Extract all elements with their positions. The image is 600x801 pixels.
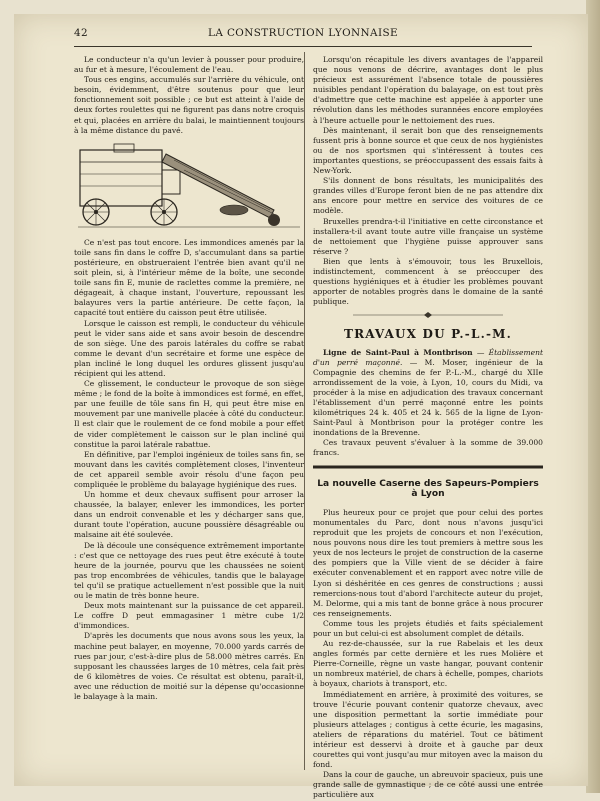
paragraph: En définitive, par l'emploi ingénieux de toiles sans fin, se mouvant dans les cavités complètement closes, l'inventeur de cet appareil semble avoir résolu d'une façon peu compliquée le problème du balayage hygiénique des rues. <box>74 449 304 489</box>
paragraph: Au rez-de-chaussée, sur la rue Rabelais et les deux angles formés par cette dernière et les rues Molière et Pierre-Corneille, règne un vaste hangar, pouvant contenir un nombreux matériel, de chars à échelle, pompes, chariots à boyaux, chariots à transport, etc. <box>313 639 543 689</box>
running-header <box>74 27 532 45</box>
lead-italic: — Établissement d'un perré maçonné. <box>313 347 544 367</box>
paragraph: Tous ces engins, accumulés sur l'arrière du véhicule, ont besoin, évidemment, d'être soutenus pour que leur fonctionnement soit possible ; ce but est atteint à l'aide de deux fortes roulettes qui ne figurent pas dans notre croquis et qui, placées en arrière du balai, le maintiennent toujours à la même distance du pavé. <box>74 75 304 135</box>
paragraph: Bien que lents à s'émouvoir, tous les Bruxellois, indistinctement, commencent à se préoccuper des questions hygiéniques et à étudier les problèmes pouvant apporter de notables progrès dans le domaine de la santé publique. <box>313 256 543 307</box>
paragraph: Dans la cour de gauche, un abreuvoir spacieux, puis une grande salle de gymnastique ; de ce côté aussi une entrée particulière aux <box>313 770 543 800</box>
paragraph: Immédiatement en arrière, à proximité des voitures, se trouve l'écurie pouvant contenir quatorze chevaux, avec une disposition permettant la sortie immédiate pour plusieurs attelages ; contigus à cette écurie, les magasins, ateliers de réparations du matériel. Tout ce bâtiment intérieur est desservi à droite et à gauche par deux courettes qui vont jusqu'au mur mitoyen avec la maison du fond. <box>313 689 543 770</box>
page-edge <box>586 0 600 793</box>
column-divider <box>304 52 305 770</box>
paragraph: S'ils donnent de bons résultats, les municipalités des grandes villes d'Europe feront bien de ne pas attendre dix ans encore pour mettre en service des voitures de ce modèle. <box>313 176 543 216</box>
paragraph: Deux mots maintenant sur la puissance de cet appareil. Le coffre D peut emmagasiner 1 mètre cube 1/2 d'immondices. <box>74 601 304 631</box>
page-number: 42 <box>74 27 89 39</box>
paragraph: Ce glissement, le conducteur le provoque de son siège même ; le fond de la boîte à immondices est formé, en effet, par une feuille de tôle sans fin H, qui peut être mise en mouvement par une manivelle placée à côté du conducteur. Il est clair que le roulement de ce fond mobile a pour effet de vider complètement le caisson sur le plan incliné qui constitue la paroi latérale rabattue. <box>74 379 304 449</box>
journal-title: LA CONSTRUCTION LYONNAISE <box>208 27 398 39</box>
paragraph: Comme tous les projets étudiés et faits spécialement pour un but celui-ci est absolument complet de détails. <box>313 618 543 638</box>
paragraph: Lorsqu'on récapitule les divers avantages de l'appareil que nous venons de décrire, avantages dont le plus précieux est assurément l'absence totale de poussières nuisibles pendant l'opération du balayage, on est tout près d'admettre que cette machine est appelée à apporter une révolution dans les méthodes surannées encore employées à l'heure actuelle pour le nettoiement des rues. <box>313 55 543 125</box>
paragraph: Le conducteur n'a qu'un levier à pousser pour produire, au fur et à mesure, l'écoulement de l'eau. <box>74 55 304 75</box>
paragraph: Dès maintenant, il serait bon que des renseignements fussent pris à bonne source et que ceux de nos hygiénistes ou de nos sportsmen qui s'intéressent à toutes ces importantes questions, se préoccupassent des essais faits à New-York. <box>313 125 543 176</box>
paragraph: Plus heureux pour ce projet que pour celui des portes monumentales du Parc, dont nous n'avons jusqu'ici reproduit que les projets de concours et non l'exécution, nous pouvons nous dire les tout premiers à mettre sous les yeux de nos lecteurs le projet de construction de la caserne des pompiers que la Ville vient de se décider à faire exécuter convenablement et en rapport avec notre ville de Lyon si déshéritée en ces genres de constructions ; aussi remercions-nous tout d'abord l'architecte auteur du projet, M. Delorme, qui a mis tant de bonne grâce à nous procurer ces renseignements. <box>313 507 543 618</box>
article-title: La nouvelle Caserne des Sapeurs-Pompiers à Lyon <box>317 478 539 499</box>
lead-text: — M. Moser, ingénieur de la Compagnie des chemins de fer P.-L.-M., chargé du XIIe arrondissement de la voie, à Lyon, 10, cours du Midi, va procéder à la mise en adjudication des travaux concernant l'établissement d'un perré maçonné entre les points kilométriques 24 k. 405 et 24 k. 565 de la ligne de Lyon-Saint-Paul à Montbrison pour la protéger contre les inondations de la Brevenne. <box>313 357 543 438</box>
paragraph: Lorsque le caisson est rempli, le conducteur du véhicule peut le vider sans aide et sans avoir besoin de descendre de son siège. Une des parois latérales du coffre se rabat comme le devant d'un secrétaire et forme une espèce de plan incliné le long duquel les ordures glissent jusqu'au récipient qui les attend. <box>74 318 304 378</box>
paragraph: Un homme et deux chevaux suffisent pour arroser la chaussée, la balayer, enlever les immondices, les porter dans un endroit convenable et les y décharger sans que, durant toute l'opération, aucune poussière désagréable ou malsaine ait été soulevée. <box>74 490 304 540</box>
ornament-divider <box>313 311 543 321</box>
travaux-paragraph <box>313 348 543 439</box>
section-title: TRAVAUX DU P.-L.-M. <box>343 327 513 342</box>
thick-rule <box>313 463 543 473</box>
lead-bold: Ligne de Saint-Paul à Montbrison <box>323 347 473 357</box>
paragraph: D'après les documents que nous avons sous les yeux, la machine peut balayer, en moyenne, 70.000 yards carrés de rues par jour, c'est-à-dire plus de 58.000 mètres carrés. En supposant les chaussées larges de 10 mètres, cela fait près de 6 kilomètres de voies. Ce résultat est obtenu, paraît-il, avec une réduction de moitié sur la dépense qu'occasionne le balayage à la main. <box>74 631 304 701</box>
street-sweeper-illustration <box>74 140 304 233</box>
paragraph: Bruxelles prendra-t-il l'initiative en cette circonstance et installera-t-il avant toute autre ville française un système de nettoiement que l'hygiène puisse approuver sans réserve ? <box>313 216 543 256</box>
header-rule <box>74 46 532 47</box>
paragraph: Ces travaux peuvent s'évaluer à la somme de 39.000 francs. <box>313 438 543 458</box>
paragraph: Ce n'est pas tout encore. Les immondices amenés par la toile sans fin dans le coffre D, s'accumulant dans sa partie postérieure, en obstrueraient l'entrée bien avant qu'il ne soit plein, si, à l'intérieur même de la boîte, une seconde toile sans fin E, munie de raclettes comme la première, ne dégageait, à chaque instant, l'ouverture, repoussant les balayures vers la partie antérieure. De cette façon, la capacité tout entière du caisson peut être utilisée. <box>74 237 304 318</box>
paragraph: De là découle une conséquence extrêmement importante : c'est que ce nettoyage des rues peut être exécuté à toute heure de la journée, pourvu que les chaussées ne soient pas trop encombrées de véhicules, tandis que le balayage tel qu'il se pratique actuellement n'est possible que la nuit ou le matin de très bonne heure. <box>74 540 304 601</box>
right-column <box>313 55 543 801</box>
left-column <box>74 55 304 702</box>
